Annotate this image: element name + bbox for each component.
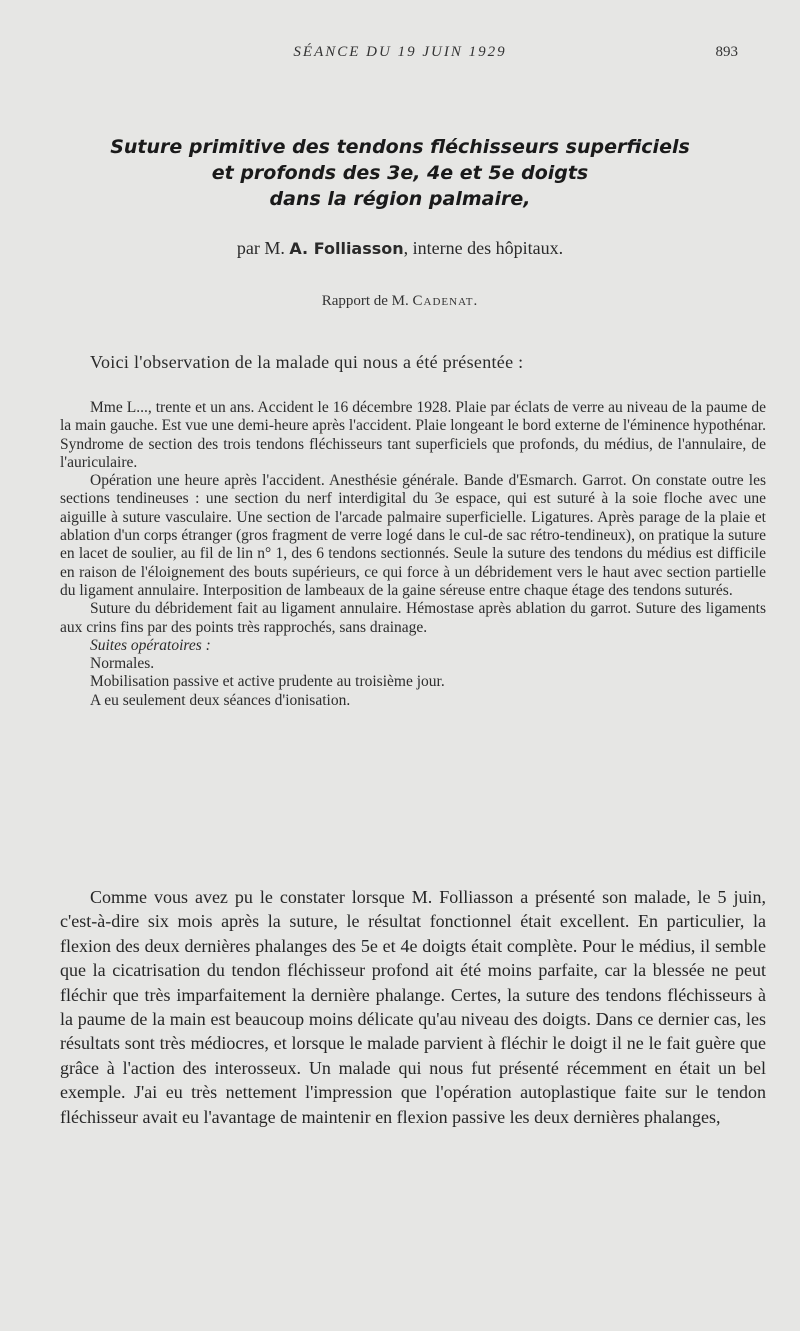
title-line-1: Suture primitive des tendons fléchisseurs superficiels [110,136,690,158]
running-head [0,44,800,68]
author-name: A. Folliasson [289,239,404,258]
author-suffix: , interne des hôpitaux. [403,238,564,258]
follow-up-line: Mobilisation passive et active prudente au troisième jour. [90,673,445,691]
case-observation [60,399,766,710]
follow-up-line: A eu seulement deux séances d'ionisation. [90,691,351,709]
title-line-2: et profonds des 3e, 4e et 5e doigts [211,162,589,184]
observation-paragraph: Suture du débridement fait au ligament annulaire. Hémostase après ablation du garrot. Suture des ligaments aux crins fins par des points très rapprochés, sans drainage. [60,600,766,636]
article-title [60,134,740,212]
report-prefix: Rapport de M. [321,293,409,309]
observation-paragraph: Mme L..., trente et un ans. Accident le 16 décembre 1928. Plaie par éclats de verre au niveau de la paume de la main gauche. Est vue une demi-heure après l'accident. Plaie longeant le bord externe de l'éminence hypothénar. Syndrome de section des trois tendons fléchisseurs tant superficiels que profonds, du médius, de l'annulaire, de l'auriculaire. [60,399,766,471]
author-prefix: par M. [236,238,285,258]
commentary-paragraph: Comme vous avez pu le constater lorsque M. Folliasson a présenté son malade, le 5 juin, c'est-à-dire six mois après la suture, le résultat fonctionnel était excellent. En particulier, la flexion des deux dernières phalanges des 5e et 4e doigts était complète. Pour le médius, il semble que la cicatrisation du tendon fléchisseur profond ait été moins parfaite, car la blessée ne peut fléchir que très imparfaitement la dernière phalange. Certes, la suture des tendons fléchisseurs à la paume de la main est beaucoup moins délicate qu'au niveau des doigts. Dans ce dernier cas, les résultats sont très médiocres, et lorsque le malade parvient à fléchir le doigt il ne le fait guère que grâce à l'action des interosseux. Un malade qui nous fut présenté récemment en était un bel exemple. J'ai eu très nettement l'impression que l'opération autoplastique faite sur le tendon fléchisseur avait eu l'avantage de maintenir en flexion passive les deux dernières phalanges, [60,887,766,1127]
follow-up-heading: Suites opératoires : [90,636,211,654]
report-author: Cadenat. [412,293,479,309]
title-line-3: dans la région palmaire, [269,188,531,210]
author-line [0,238,800,259]
observation-paragraph: Opération une heure après l'accident. Anesthésie générale. Bande d'Esmarch. Garrot. On constate outre les sections tendineuses : une section du nerf interdigital du 3e espace, qui est suturé à la soie floche avec une aiguille à suture vasculaire. Une section de l'arcade palmaire superficielle. Ligatures. Après parage de la plaie et ablation d'un corps étranger (gros fragment de verre logé dans le cul-de sac rétro-tendineux), on pratique la suture en lacet de soulier, au fil de lin n° 1, des 6 tendons sectionnés. Seule la suture des tendons du médius est difficile en raison de l'éloignement des bouts supérieurs, ce qui force à un débridement vers le haut avec section partielle du ligament annulaire. Interposition de lambeaux de la gaine séreuse entre chaque étage des tendons suturés. [60,472,766,599]
page-number: 893 [715,44,738,60]
follow-up-line: Normales. [90,655,155,673]
running-title: SÉANCE DU 19 JUIN 1929 [293,44,507,60]
report-line [0,293,800,310]
intro-sentence: Voici l'observation de la malade qui nous a été présentée : [90,352,524,372]
